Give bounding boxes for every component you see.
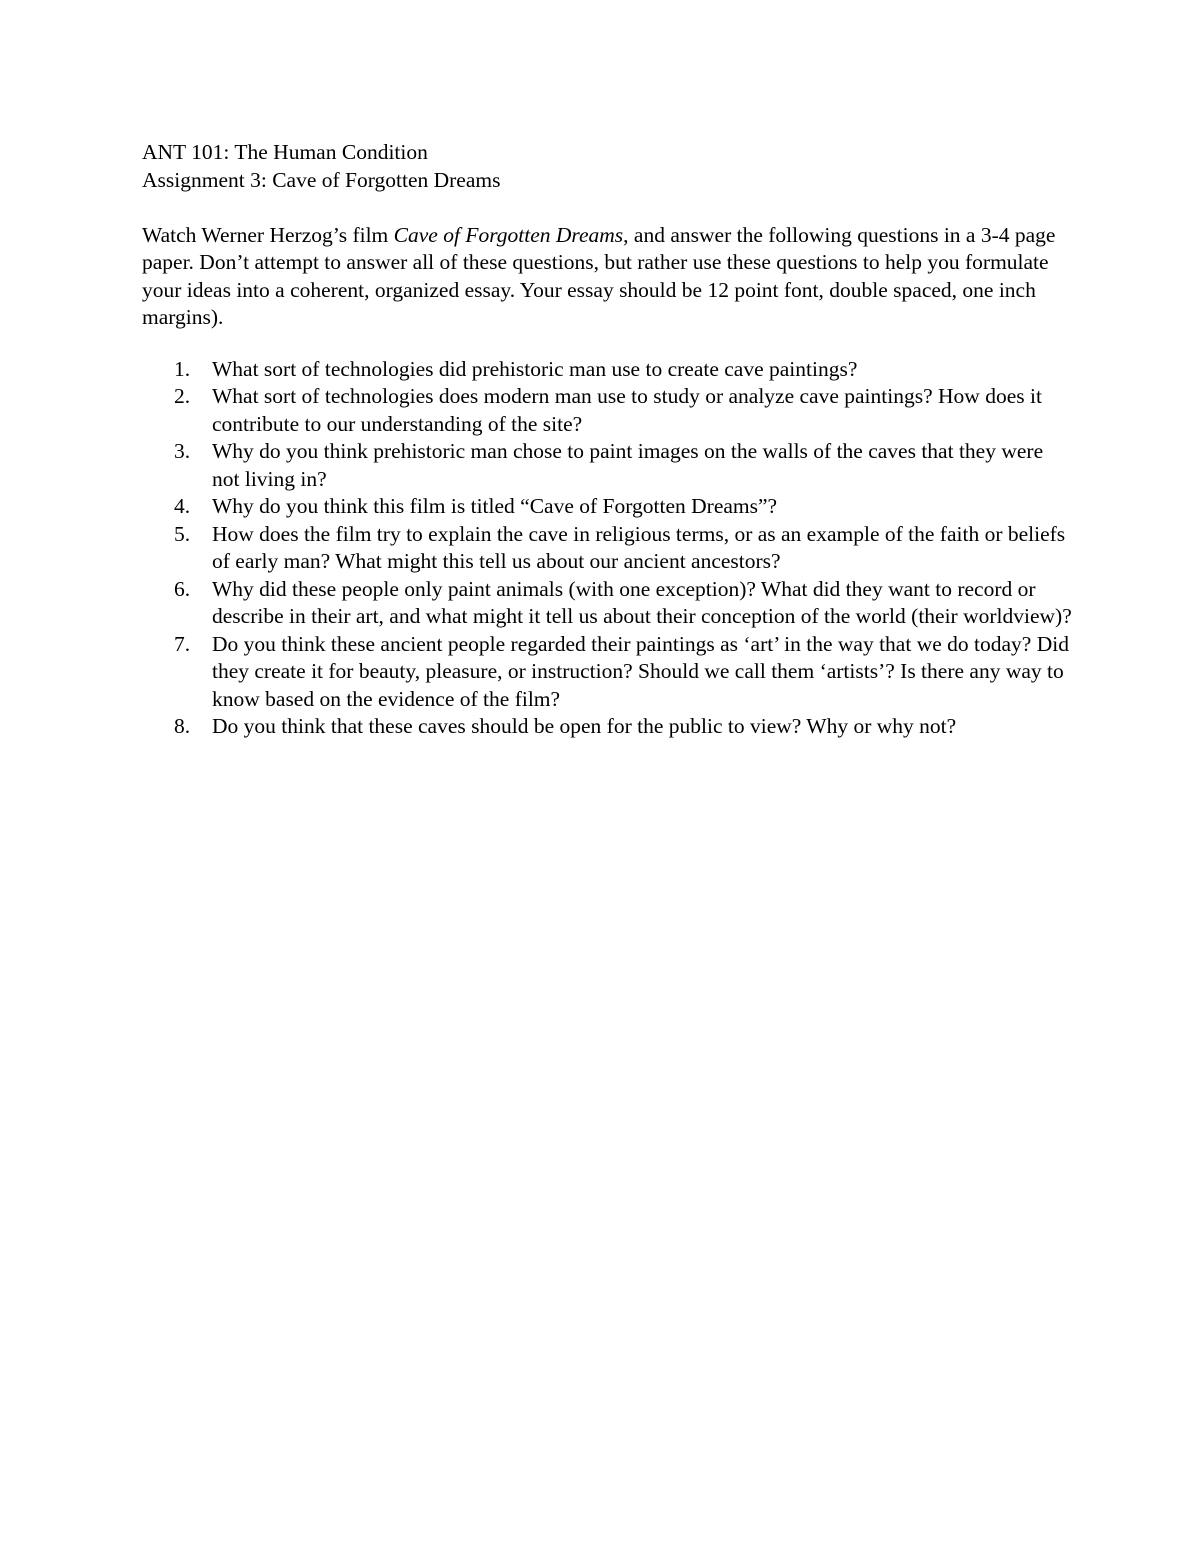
question-text: Why do you think this film is titled “Cave of Forgotten Dreams”?	[212, 494, 778, 518]
document-body	[142, 139, 1072, 741]
question-number: 5.	[174, 521, 191, 546]
question-number: 2.	[174, 384, 191, 408]
question-text: What sort of technologies did prehistoric man use to create cave paintings?	[212, 356, 858, 381]
intro-text-after-title: , and answer the following questions in a 3-4 page paper. Don’t attempt to answer all of these questions, but rather use these questions to help you formulate your ideas into a coherent, organized essay. Your essay should be 12 point font, double spaced, one inch margins).	[142, 222, 1056, 329]
film-title: Cave of Forgotten Dreams	[393, 222, 624, 247]
question-number: 1.	[174, 356, 191, 381]
question-text: What sort of technologies does modern man use to study or analyze cave paintings? How does it contribute to our understanding of the site?	[212, 384, 1042, 436]
question-text: Why do you think prehistoric man chose to paint images on the walls of the caves that they were not living in?	[212, 439, 1044, 491]
question-number: 3.	[174, 439, 191, 463]
question-number: 7.	[174, 631, 191, 656]
question-item	[142, 521, 1072, 576]
blank-line	[142, 194, 1072, 222]
question-item	[142, 713, 1072, 741]
question-text: Do you think these ancient people regarded their paintings as ‘art’ in the way that we do today? Did they create it for beauty, pleasure, or instruction? Should we call them ‘artists’? Is there any way to know based on the evidence of the film?	[212, 631, 1069, 711]
question-item	[142, 576, 1072, 631]
question-item	[142, 493, 1072, 521]
question-text: How does the film try to explain the cave in religious terms, or as an example of the faith or beliefs of early man? What might this tell us about our ancient ancestors?	[212, 521, 1066, 573]
course-title: ANT 101: The Human Condition	[142, 140, 428, 164]
question-number: 6.	[174, 576, 191, 601]
intro-paragraph	[142, 222, 1072, 332]
question-item	[142, 356, 1072, 384]
question-number: 8.	[174, 714, 191, 738]
question-text: Do you think that these caves should be open for the public to view? Why or why not?	[212, 714, 957, 738]
question-item	[142, 438, 1072, 493]
question-item	[142, 631, 1072, 714]
intro-text-before-title: Watch Werner Herzog’s film	[142, 222, 394, 247]
assignment-title: Assignment 3: Cave of Forgotten Dreams	[142, 167, 501, 192]
question-number: 4.	[174, 494, 191, 518]
question-item	[142, 383, 1072, 438]
question-text: Why did these people only paint animals (with one exception)? What did they want to record or describe in their art, and what might it tell us about their conception of the world (their worldview)?	[212, 576, 1072, 628]
question-list	[142, 356, 1072, 741]
